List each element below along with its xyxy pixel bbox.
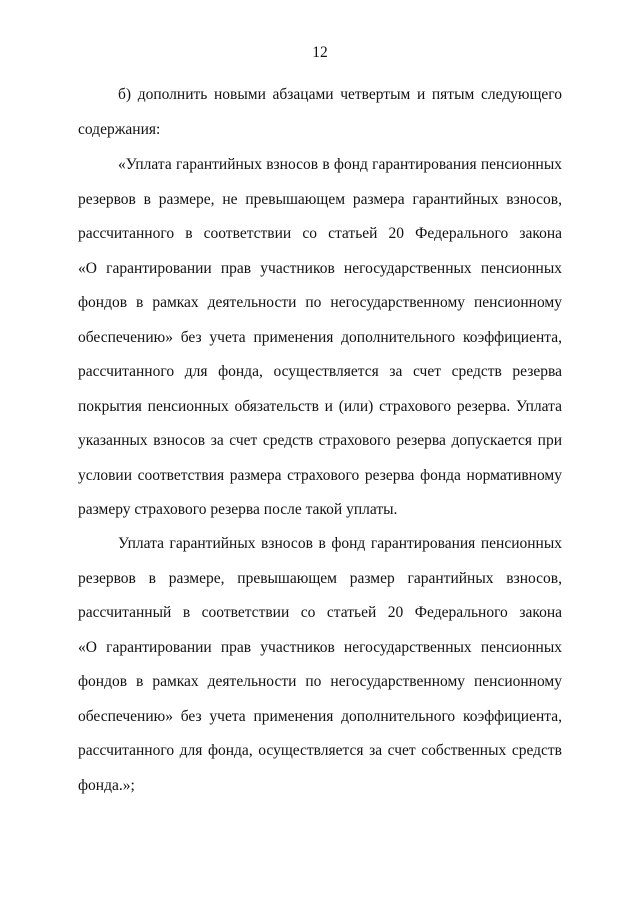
text-line: обеспечению» без учета применения дополнительного коэффициента,: [78, 707, 562, 725]
paragraph-fifth: [78, 535, 562, 811]
text-line: «Уплата гарантийных взносов в фонд гарантирования пенсионных: [118, 156, 562, 173]
text-line: резервов в размере, превышающем размер гарантийных взносов,: [78, 569, 562, 587]
text-line: рассчитанного для фонда, осуществляется за счет средств резерва: [78, 363, 562, 380]
text-line: обеспечению» без учета применения дополнительного коэффициента,: [78, 328, 562, 346]
paragraph-fourth: [78, 156, 562, 536]
text-line: размеру страхового резерва после такой уплаты.: [78, 501, 398, 518]
text-line: рассчитанного в соответствии со статьей 20 Федерального закона: [78, 225, 562, 242]
paragraph-amendment-intro: [78, 86, 562, 155]
text-line: Уплата гарантийных взносов в фонд гарантирования пенсионных: [118, 535, 562, 552]
text-line: б) дополнить новыми абзацами четвертым и пятым следующего: [118, 86, 562, 103]
text-line: фондов в рамках деятельности по негосударственному пенсионному: [78, 294, 562, 311]
text-line: содержания:: [78, 120, 161, 138]
text-line: условии соответствия размера страхового резерва фонда нормативному: [78, 466, 562, 484]
text-line: резервов в размере, не превышающем размера гарантийных взносов,: [78, 190, 562, 208]
text-line: покрытия пенсионных обязательств и (или) страхового резерва. Уплата: [78, 397, 562, 415]
text-line: рассчитанного для фонда, осуществляется за счет собственных средств: [78, 742, 562, 759]
text-line: «О гарантировании прав участников негосударственных пенсионных: [78, 638, 562, 656]
text-line: фонда.»;: [78, 776, 135, 794]
text-line: фондов в рамках деятельности по негосударственному пенсионному: [78, 673, 562, 690]
text-line: рассчитанный в соответствии со статьей 20 Федерального закона: [78, 604, 562, 621]
text-line: «О гарантировании прав участников негосударственных пенсионных: [78, 259, 562, 277]
text-line: указанных взносов за счет средств страхового резерва допускается при: [78, 432, 562, 449]
page-number: 12: [312, 44, 328, 61]
